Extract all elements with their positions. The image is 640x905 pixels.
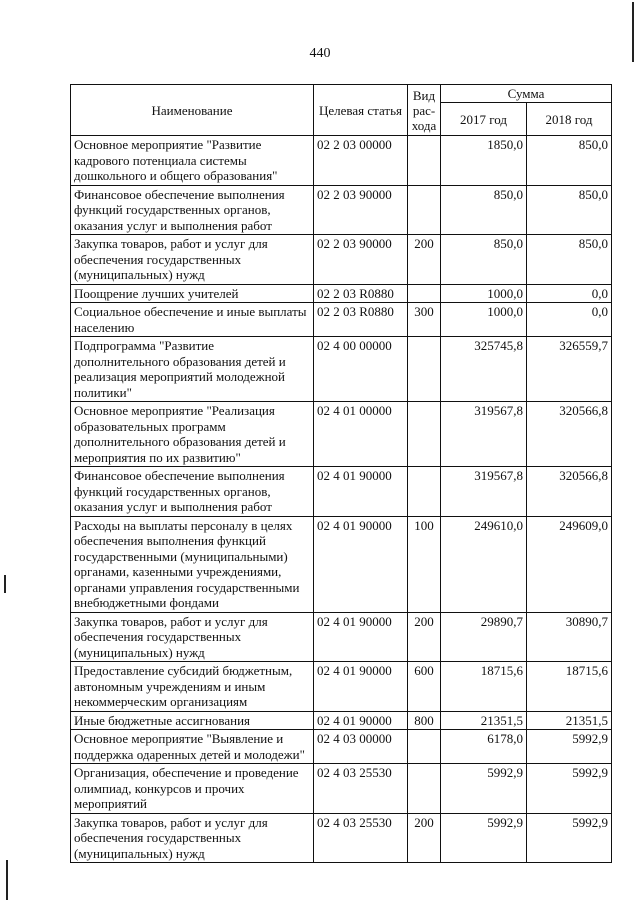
row-target-code: 02 4 01 90000 bbox=[314, 711, 408, 730]
row-name: Закупка товаров, работ и услуг для обеспечения государственных (муниципальных) нужд bbox=[71, 612, 314, 662]
row-name: Основное мероприятие "Выявление и поддержка одаренных детей и молодежи" bbox=[71, 730, 314, 764]
row-sum-2018: 30890,7 bbox=[527, 612, 612, 662]
row-name: Основное мероприятие "Реализация образовательных программ дополнительного образования детей и мероприятия по их развитию" bbox=[71, 402, 314, 467]
table-row bbox=[71, 764, 612, 814]
row-sum-2018: 5992,9 bbox=[527, 813, 612, 863]
row-sum-2018: 320566,8 bbox=[527, 402, 612, 467]
row-target-code: 02 2 03 R0880 bbox=[314, 303, 408, 337]
row-target-code: 02 2 03 00000 bbox=[314, 136, 408, 186]
table-row bbox=[71, 467, 612, 517]
header-year-2017: 2017 год bbox=[441, 103, 527, 136]
row-sum-2017: 850,0 bbox=[441, 235, 527, 285]
row-expense-kind: 200 bbox=[408, 235, 441, 285]
header-target: Целевая статья bbox=[314, 85, 408, 136]
row-name: Закупка товаров, работ и услуг для обеспечения государственных (муниципальных) нужд bbox=[71, 813, 314, 863]
row-sum-2017: 1000,0 bbox=[441, 303, 527, 337]
margin-mark-mid bbox=[4, 575, 6, 593]
row-sum-2018: 326559,7 bbox=[527, 337, 612, 402]
table-body bbox=[71, 136, 612, 863]
row-name: Расходы на выплаты персоналу в целях обеспечения выполнения функций государственными (муниципальными) органами, казенными учреждениями, органами управления государственными внебюджетными фондами bbox=[71, 516, 314, 612]
table-row bbox=[71, 711, 612, 730]
row-sum-2017: 21351,5 bbox=[441, 711, 527, 730]
row-target-code: 02 4 01 90000 bbox=[314, 467, 408, 517]
row-name: Закупка товаров, работ и услуг для обеспечения государственных (муниципальных) нужд bbox=[71, 235, 314, 285]
row-target-code: 02 4 01 90000 bbox=[314, 662, 408, 712]
row-sum-2018: 249609,0 bbox=[527, 516, 612, 612]
row-name: Финансовое обеспечение выполнения функций государственных органов, оказания услуг и выполнения работ bbox=[71, 185, 314, 235]
table-row bbox=[71, 303, 612, 337]
row-sum-2017: 1850,0 bbox=[441, 136, 527, 186]
margin-mark-top bbox=[632, 2, 634, 62]
row-expense-kind bbox=[408, 402, 441, 467]
row-sum-2018: 21351,5 bbox=[527, 711, 612, 730]
row-expense-kind: 300 bbox=[408, 303, 441, 337]
row-sum-2018: 5992,9 bbox=[527, 730, 612, 764]
row-target-code: 02 4 00 00000 bbox=[314, 337, 408, 402]
row-sum-2017: 1000,0 bbox=[441, 284, 527, 303]
row-sum-2017: 319567,8 bbox=[441, 402, 527, 467]
table-row bbox=[71, 730, 612, 764]
row-name: Предоставление субсидий бюджетным, автономным учреждениям и иным некоммерческим организациям bbox=[71, 662, 314, 712]
row-name: Основное мероприятие "Развитие кадрового потенциала системы дошкольного и общего образования" bbox=[71, 136, 314, 186]
row-target-code: 02 4 01 00000 bbox=[314, 402, 408, 467]
row-sum-2018: 5992,9 bbox=[527, 764, 612, 814]
row-sum-2018: 850,0 bbox=[527, 235, 612, 285]
row-sum-2017: 5992,9 bbox=[441, 813, 527, 863]
row-expense-kind bbox=[408, 730, 441, 764]
row-sum-2018: 850,0 bbox=[527, 185, 612, 235]
row-expense-kind bbox=[408, 764, 441, 814]
row-target-code: 02 2 03 R0880 bbox=[314, 284, 408, 303]
row-sum-2017: 325745,8 bbox=[441, 337, 527, 402]
table-row bbox=[71, 402, 612, 467]
row-sum-2018: 18715,6 bbox=[527, 662, 612, 712]
row-sum-2017: 319567,8 bbox=[441, 467, 527, 517]
row-expense-kind: 800 bbox=[408, 711, 441, 730]
header-sum: Сумма bbox=[441, 85, 612, 103]
row-sum-2018: 0,0 bbox=[527, 303, 612, 337]
row-name: Подпрограмма "Развитие дополнительного образования детей и реализация мероприятий молодежной политики" bbox=[71, 337, 314, 402]
table-row bbox=[71, 337, 612, 402]
row-sum-2017: 249610,0 bbox=[441, 516, 527, 612]
margin-mark-bottom bbox=[6, 860, 8, 900]
row-sum-2018: 850,0 bbox=[527, 136, 612, 186]
table-row bbox=[71, 185, 612, 235]
row-expense-kind: 100 bbox=[408, 516, 441, 612]
row-name: Организация, обеспечение и проведение олимпиад, конкурсов и прочих мероприятий bbox=[71, 764, 314, 814]
row-target-code: 02 4 01 90000 bbox=[314, 516, 408, 612]
row-target-code: 02 2 03 90000 bbox=[314, 185, 408, 235]
row-name: Социальное обеспечение и иные выплаты населению bbox=[71, 303, 314, 337]
row-sum-2017: 29890,7 bbox=[441, 612, 527, 662]
row-target-code: 02 4 03 00000 bbox=[314, 730, 408, 764]
row-sum-2018: 320566,8 bbox=[527, 467, 612, 517]
table-row bbox=[71, 284, 612, 303]
table-row bbox=[71, 813, 612, 863]
row-expense-kind bbox=[408, 467, 441, 517]
row-expense-kind: 600 bbox=[408, 662, 441, 712]
table-row bbox=[71, 662, 612, 712]
table-header bbox=[71, 85, 612, 136]
row-target-code: 02 4 03 25530 bbox=[314, 813, 408, 863]
row-target-code: 02 2 03 90000 bbox=[314, 235, 408, 285]
table-row bbox=[71, 136, 612, 186]
row-name: Иные бюджетные ассигнования bbox=[71, 711, 314, 730]
row-expense-kind bbox=[408, 185, 441, 235]
header-kind: Вид рас-хода bbox=[408, 85, 441, 136]
row-name: Поощрение лучших учителей bbox=[71, 284, 314, 303]
header-name: Наименование bbox=[71, 85, 314, 136]
row-expense-kind bbox=[408, 284, 441, 303]
row-sum-2017: 5992,9 bbox=[441, 764, 527, 814]
row-sum-2017: 6178,0 bbox=[441, 730, 527, 764]
header-year-2018: 2018 год bbox=[527, 103, 612, 136]
row-expense-kind: 200 bbox=[408, 612, 441, 662]
row-expense-kind: 200 bbox=[408, 813, 441, 863]
table-row bbox=[71, 235, 612, 285]
budget-table bbox=[70, 84, 612, 863]
row-expense-kind bbox=[408, 337, 441, 402]
row-expense-kind bbox=[408, 136, 441, 186]
row-name: Финансовое обеспечение выполнения функций государственных органов, оказания услуг и выполнения работ bbox=[71, 467, 314, 517]
table-row bbox=[71, 516, 612, 612]
row-sum-2017: 18715,6 bbox=[441, 662, 527, 712]
page-number: 440 bbox=[309, 46, 331, 61]
row-target-code: 02 4 01 90000 bbox=[314, 612, 408, 662]
row-sum-2018: 0,0 bbox=[527, 284, 612, 303]
row-sum-2017: 850,0 bbox=[441, 185, 527, 235]
table-row bbox=[71, 612, 612, 662]
row-target-code: 02 4 03 25530 bbox=[314, 764, 408, 814]
